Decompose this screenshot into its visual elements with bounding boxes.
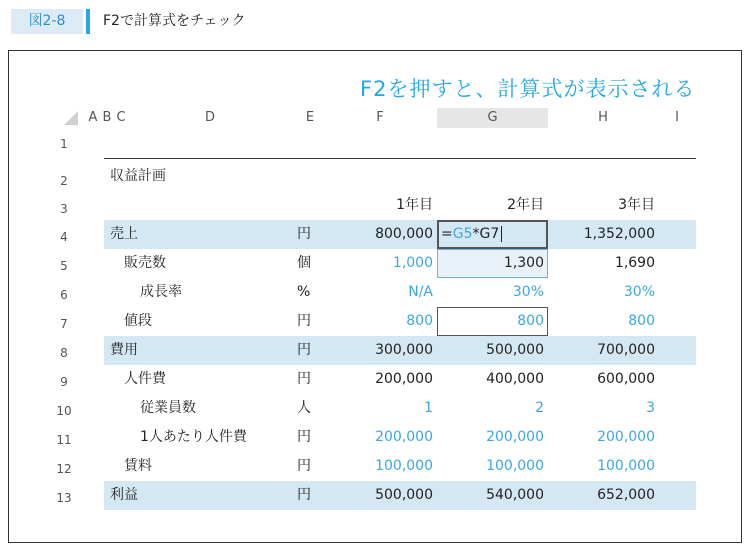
row-header-1[interactable]: 1 (60, 137, 68, 151)
label-employees[interactable]: 従業員数 (140, 400, 196, 416)
employees-year1[interactable]: 1 (424, 400, 433, 416)
label-profit[interactable]: 利益 (110, 487, 138, 503)
unit-rent[interactable]: 円 (297, 458, 311, 474)
label-rent[interactable]: 賃料 (124, 458, 152, 474)
column-header-g[interactable]: G (437, 108, 548, 128)
row-header-9[interactable]: 9 (60, 375, 68, 389)
rent-year1[interactable]: 100,000 (375, 458, 433, 474)
row-header-2[interactable]: 2 (60, 174, 68, 188)
formula-ref-g5: G5 (452, 226, 473, 242)
unit-units-sold[interactable]: 個 (297, 255, 311, 271)
label-units-sold[interactable]: 販売数 (124, 255, 166, 271)
row-header-8[interactable]: 8 (60, 346, 68, 360)
row-header-4[interactable]: 4 (60, 230, 68, 244)
label-labor-cost[interactable]: 人件費 (124, 371, 166, 387)
cost-per-employee-year1[interactable]: 200,000 (375, 429, 433, 445)
profit-year2[interactable]: 540,000 (486, 487, 544, 503)
row-header-6[interactable]: 6 (60, 288, 68, 302)
label-price[interactable]: 値段 (124, 313, 152, 329)
formula-equals: = (441, 226, 453, 242)
costs-year2[interactable]: 500,000 (486, 342, 544, 358)
select-all-corner[interactable] (64, 111, 78, 125)
label-growth-rate[interactable]: 成長率 (140, 284, 182, 300)
column-header-h[interactable]: H (598, 110, 608, 125)
label-costs[interactable]: 費用 (110, 342, 138, 358)
unit-employees[interactable]: 人 (297, 400, 311, 416)
rent-year2[interactable]: 100,000 (486, 458, 544, 474)
formula-edit[interactable] (441, 220, 502, 249)
units-sold-year1[interactable]: 1,000 (392, 255, 433, 271)
row-header-11[interactable]: 11 (56, 433, 72, 447)
figure-title: F2で計算式をチェック (103, 13, 246, 29)
cost-per-employee-year3[interactable]: 200,000 (597, 429, 655, 445)
row-header-7[interactable]: 7 (60, 317, 68, 331)
price-year2[interactable]: 800 (517, 313, 544, 329)
employees-year2[interactable]: 2 (535, 400, 544, 416)
unit-growth-rate[interactable]: % (297, 284, 311, 300)
row-header-10[interactable]: 10 (56, 404, 72, 418)
column-header-b[interactable]: B (102, 110, 112, 125)
labor-cost-year2[interactable]: 400,000 (486, 371, 544, 387)
labor-cost-year1[interactable]: 200,000 (375, 371, 433, 387)
column-header-c[interactable]: C (116, 110, 126, 125)
unit-price[interactable]: 円 (297, 313, 311, 329)
year-header-3[interactable]: 3年目 (618, 197, 655, 213)
column-header-a[interactable]: A (88, 110, 98, 125)
labor-cost-year3[interactable]: 600,000 (597, 371, 655, 387)
year-header-1[interactable]: 1年目 (396, 197, 433, 213)
unit-profit[interactable]: 円 (297, 487, 311, 503)
growth-rate-year3[interactable]: 30% (623, 284, 655, 300)
label-sales[interactable]: 売上 (110, 226, 138, 242)
label-cost-per-employee[interactable]: 1人あたり人件費 (140, 429, 247, 445)
unit-sales[interactable]: 円 (297, 226, 311, 242)
row-header-3[interactable]: 3 (60, 202, 68, 216)
sales-year3[interactable]: 1,352,000 (583, 226, 655, 242)
sales-year1[interactable]: 800,000 (375, 226, 433, 242)
column-header-e[interactable]: E (305, 110, 315, 125)
price-year3[interactable]: 800 (628, 313, 655, 329)
row-header-13[interactable]: 13 (56, 491, 72, 505)
figure-number: 図2-8 (11, 9, 83, 34)
row-header-12[interactable]: 12 (56, 462, 72, 476)
price-year1[interactable]: 800 (406, 313, 433, 329)
growth-rate-year2[interactable]: 30% (512, 284, 544, 300)
column-header-d[interactable]: D (204, 110, 215, 125)
costs-year1[interactable]: 300,000 (375, 342, 433, 358)
cost-per-employee-year2[interactable]: 200,000 (486, 429, 544, 445)
year-header-2[interactable]: 2年目 (507, 197, 544, 213)
rent-year3[interactable]: 100,000 (597, 458, 655, 474)
sheet-title[interactable]: 収益計画 (110, 168, 166, 184)
figure-caption (0, 0, 756, 44)
costs-year3[interactable]: 700,000 (597, 342, 655, 358)
profit-year3[interactable]: 652,000 (597, 487, 655, 503)
formula-rest: *G7 (472, 226, 500, 242)
employees-year3[interactable]: 3 (646, 400, 655, 416)
table-top-border (104, 158, 696, 159)
growth-rate-year1[interactable]: N/A (408, 284, 433, 300)
unit-cost-per-employee[interactable]: 円 (297, 429, 311, 445)
handwritten-note: F2を押すと、計算式が表示される (360, 77, 696, 101)
column-header-i[interactable]: I (675, 110, 679, 125)
units-sold-year3[interactable]: 1,690 (614, 255, 655, 271)
caption-divider (86, 9, 90, 34)
unit-costs[interactable]: 円 (297, 342, 311, 358)
profit-year1[interactable]: 500,000 (375, 487, 433, 503)
row-header-5[interactable]: 5 (60, 259, 68, 273)
units-sold-year2[interactable]: 1,300 (503, 255, 544, 271)
column-header-f[interactable]: F (376, 110, 384, 125)
unit-labor-cost[interactable]: 円 (297, 371, 311, 387)
text-cursor (501, 226, 502, 242)
